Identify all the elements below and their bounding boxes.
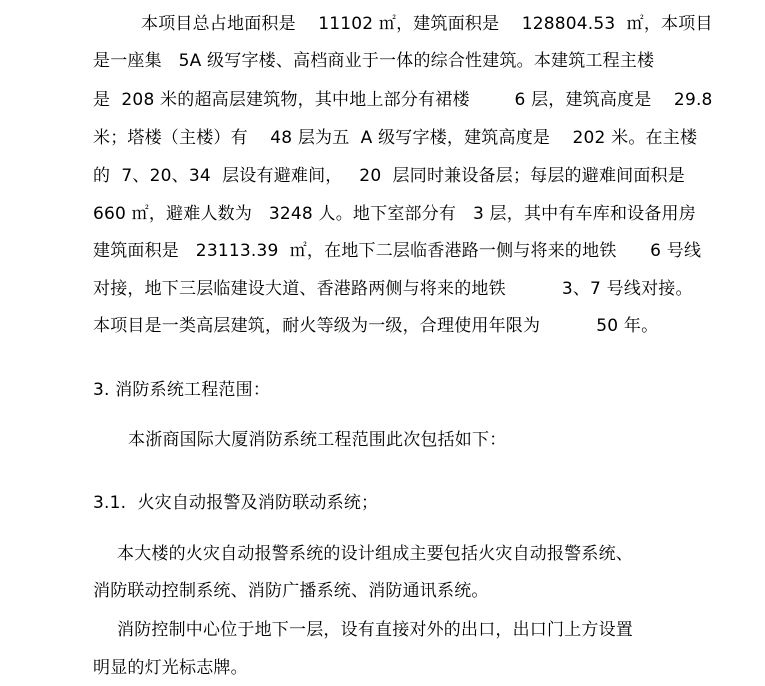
section-3-1-heading: 3.1. 火灾自动报警及消防联动系统； — [93, 493, 379, 513]
intro-line-9: 本项目是一类高层建筑，耐火等级为一级，合理使用年限为 50 年。 — [93, 316, 659, 336]
intro-line-8: 对接，地下三层临建设大道、香港路两侧与将来的地铁 3、7 号线对接。 — [93, 279, 693, 299]
intro-line-3: 是 208 米的超高层建筑物，其中地上部分有裙楼 6 层，建筑高度是 29.8 — [93, 90, 713, 110]
intro-line-2: 是一座集 5A 级写字楼、高档商业于一体的综合性建筑。本建筑工程主楼 — [93, 51, 655, 71]
section-3-heading: 3. 消防系统工程范围： — [93, 380, 271, 400]
section-3-1-para1-line-1: 本大楼的火灾自动报警系统的设计组成主要包括火灾自动报警系统、 — [117, 544, 633, 564]
intro-line-6: 660 ㎡，避难人数为 3248 人。地下室部分有 3 层，其中有车库和设备用房 — [93, 204, 696, 224]
section-3-1-para1-line-2: 消防联动控制系统、消防广播系统、消防通讯系统。 — [93, 581, 489, 601]
intro-line-5: 的 7、20、34 层设有避难间， 20 层同时兼设备层；每层的避难间面积是 — [93, 166, 685, 186]
section-3-1-para2-line-1: 消防控制中心位于地下一层，设有直接对外的出口，出口门上方设置 — [117, 620, 633, 640]
intro-line-1: 本项目总占地面积是 11102 ㎡，建筑面积是 128804.53 ㎡，本项目 — [141, 14, 713, 34]
intro-line-7: 建筑面积是 23113.39 ㎡，在地下二层临香港路一侧与将来的地铁 6 号线 — [93, 241, 702, 261]
section-3-body: 本浙商国际大厦消防系统工程范围此次包括如下： — [128, 430, 507, 450]
intro-line-4: 米；塔楼（主楼）有 48 层为五 A 级写字楼，建筑高度是 202 米。在主楼 — [93, 128, 698, 148]
section-3-1-para2-line-2: 明显的灯光标志牌。 — [93, 658, 248, 678]
